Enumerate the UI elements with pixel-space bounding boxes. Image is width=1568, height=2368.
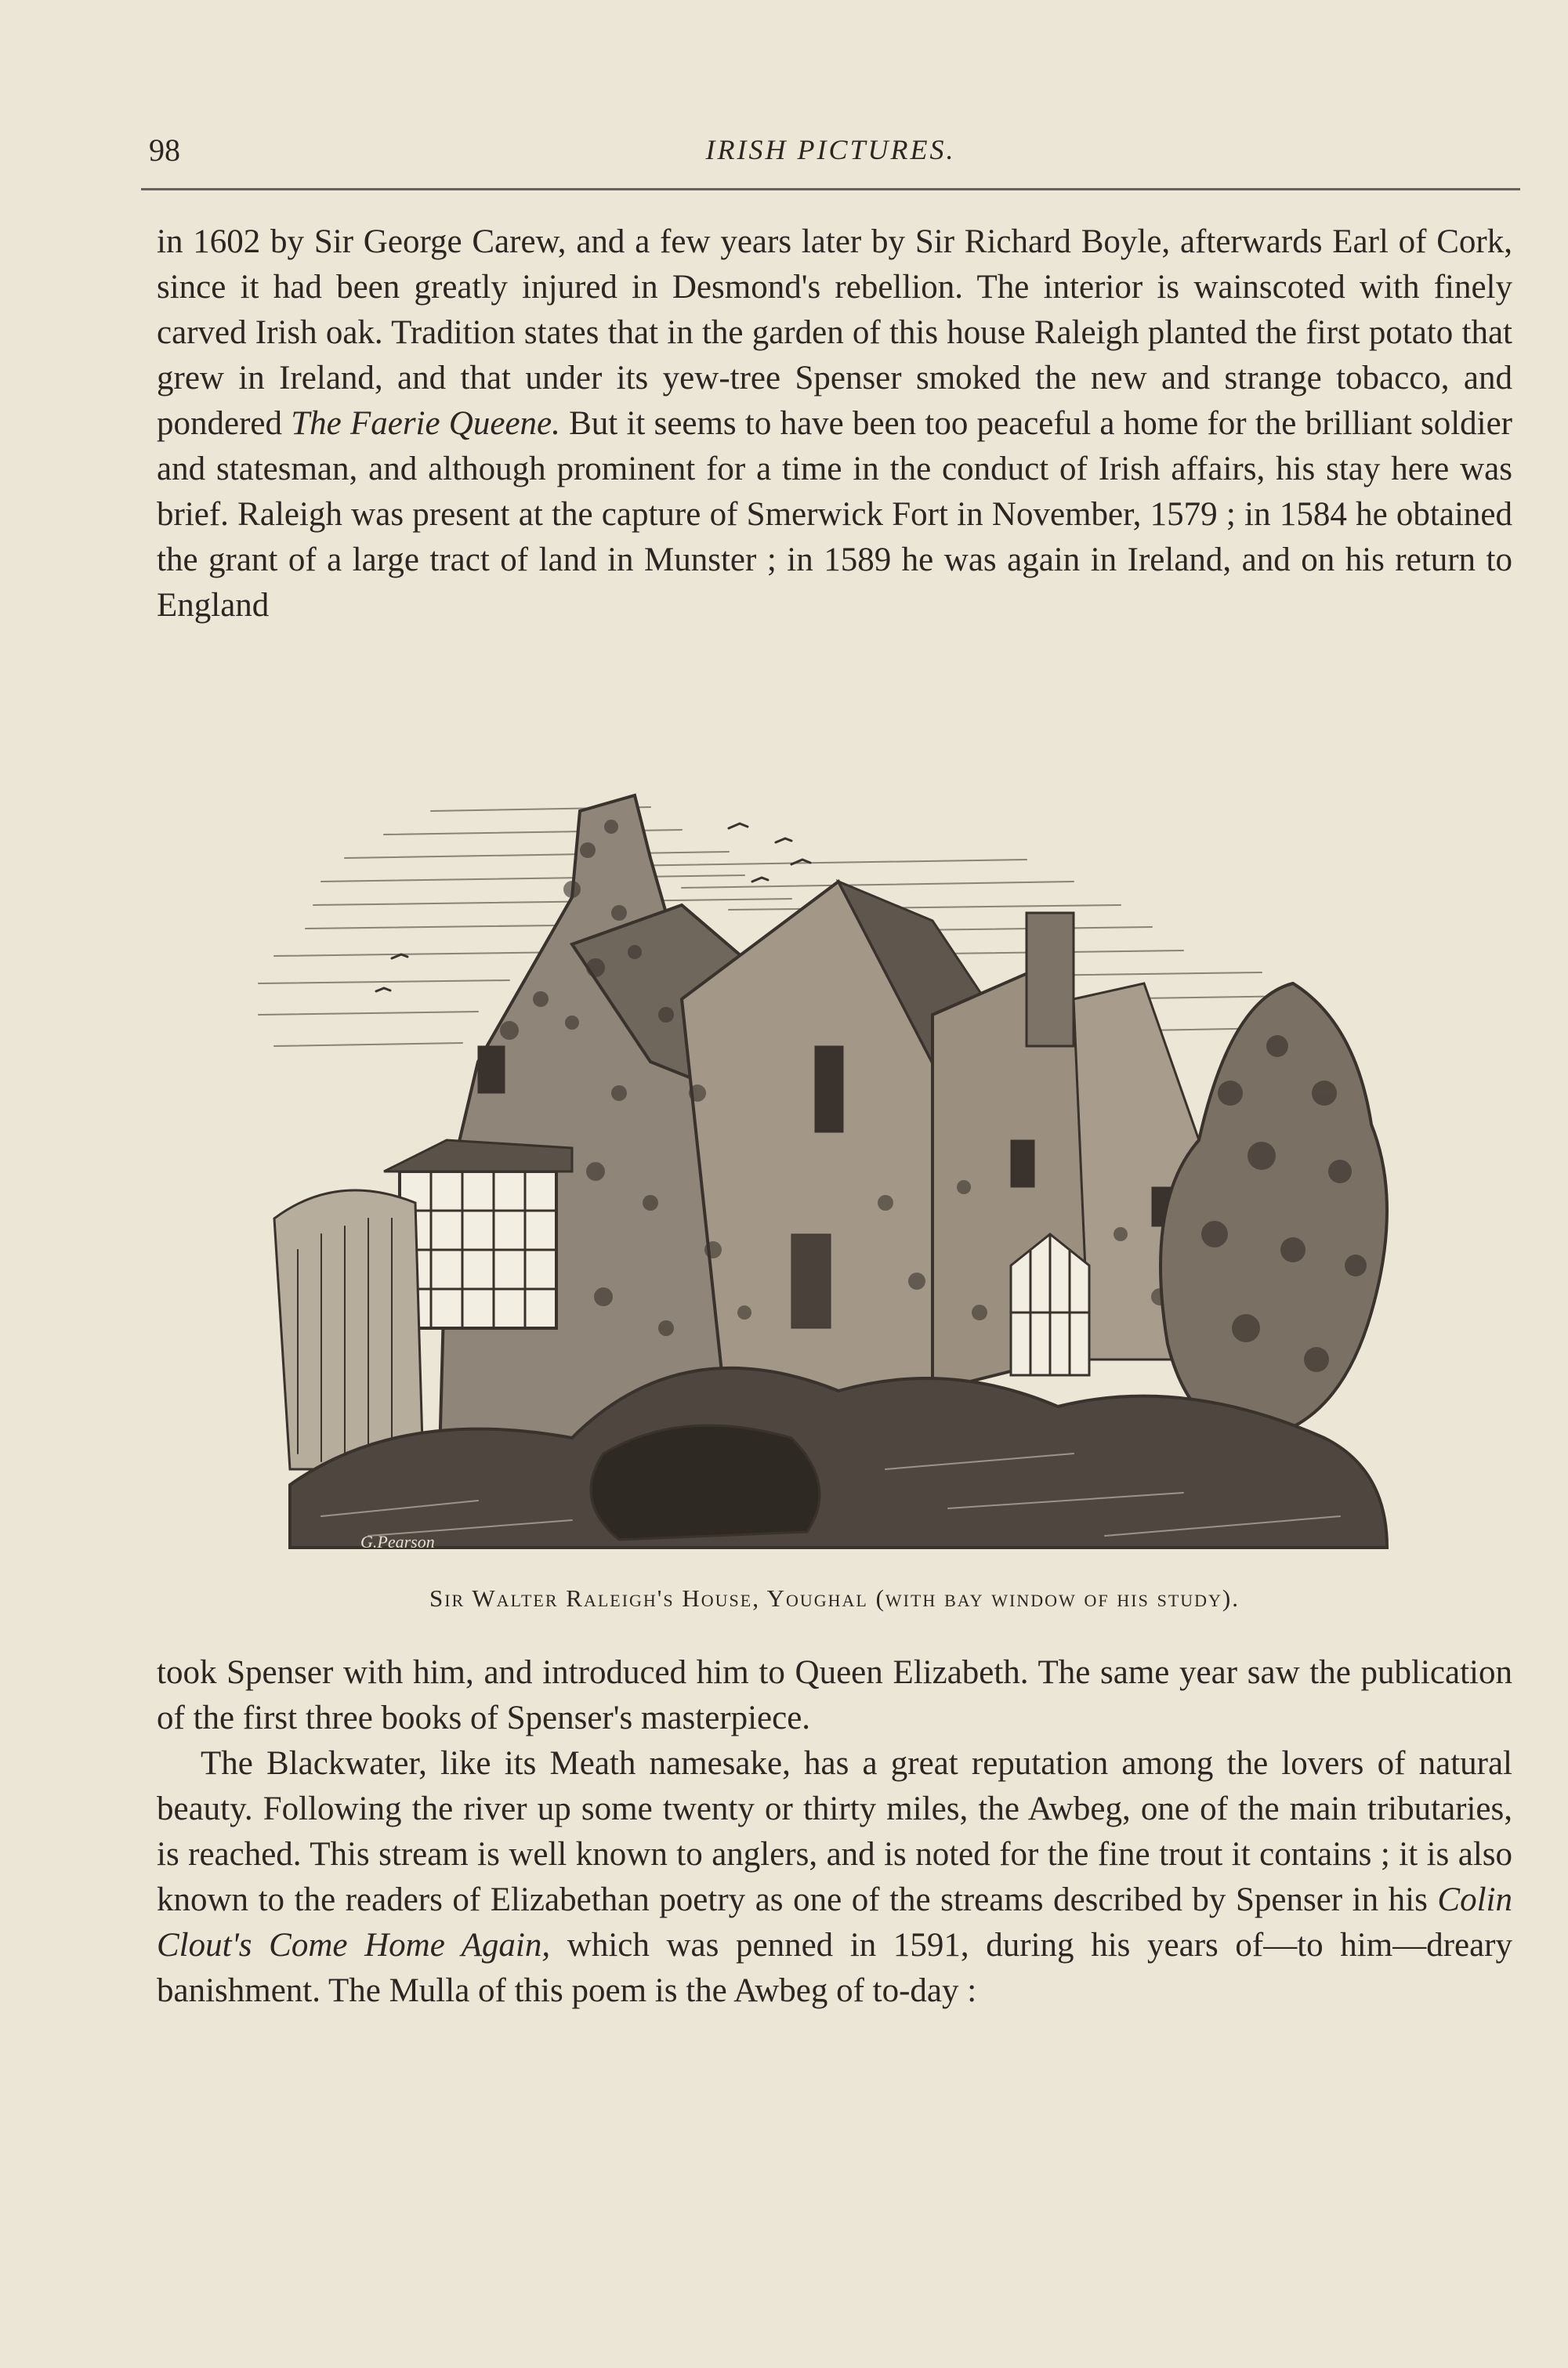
left-hedge <box>274 1190 423 1469</box>
faerie-queene-title: The Faerie Queene. <box>291 405 560 442</box>
house-engraving <box>243 764 1426 1567</box>
paragraph-1-text-a: in 1602 by Sir George Carew, and a few years later by Sir Richard Boyle, afterwards Earl of Cork, since it had been greatly injured in Desmond's rebellion. The interior is wainscoted with finely carved Irish oak. Tradition states that in the garden of this house Raleigh planted the first potato that grew in Ireland, and that under its yew-tree Spenser smoked the new and strange tobacco, and pondered <box>157 223 1512 442</box>
gable-window <box>815 1046 843 1132</box>
upper-window <box>478 1046 505 1093</box>
engraver-signature: G.Pearson <box>360 1532 435 1552</box>
page-number: 98 <box>149 132 180 168</box>
text-block-top <box>157 219 1512 628</box>
illustration-caption: Sir Walter Raleigh's House, Youghal (with bay window of his study). <box>429 1584 1240 1612</box>
lower-window <box>791 1234 831 1328</box>
wing-window <box>1011 1140 1034 1187</box>
header-rule <box>141 188 1520 190</box>
colin-clout-title: Colin Clout's Come Home Again, <box>157 1881 1512 1964</box>
paragraph-3-text-b: which was penned in 1591, during his years of—to him—dreary banishment. The Mulla of this poem is the Awbeg of to-day : <box>157 1927 1512 2009</box>
paragraph-3 <box>157 1741 1512 2014</box>
text-block-bottom <box>157 1650 1512 2014</box>
paragraph-1 <box>157 219 1512 628</box>
house-engraving-svg <box>243 764 1426 1567</box>
paragraph-3-text-a: The Blackwater, like its Meath namesake, has a great reputation among the lovers of natural beauty. Following the river up some twenty or thirty miles, the Awbeg, one of the main tributaries, is reached. This stream is well known to anglers, and is noted for the fine trout it contains ; it is also known to the readers of Elizabethan poetry as one of the streams described by Spenser in his <box>157 1745 1512 1918</box>
page-header <box>149 125 1512 172</box>
dark-bush <box>591 1425 820 1540</box>
running-title: IRISH PICTURES. <box>705 134 956 165</box>
paragraph-1-text-b: But it seems to have been too peaceful a home for the brilliant soldier and statesman, and although prominent for a time in the conduct of Irish affairs, his stay here was brief. Raleigh was present at the capture of Smerwick Fort in November, 1579 ; in 1584 he obtained the grant of a large tract of land in Munster ; in 1589 he was again in Ireland, and on his return to England <box>157 405 1512 624</box>
right-chimney <box>1027 913 1074 1046</box>
paragraph-2: took Spenser with him, and introduced him to Queen Elizabeth. The same year saw the publication of the first three books of Spenser's masterpiece. <box>157 1654 1512 1736</box>
